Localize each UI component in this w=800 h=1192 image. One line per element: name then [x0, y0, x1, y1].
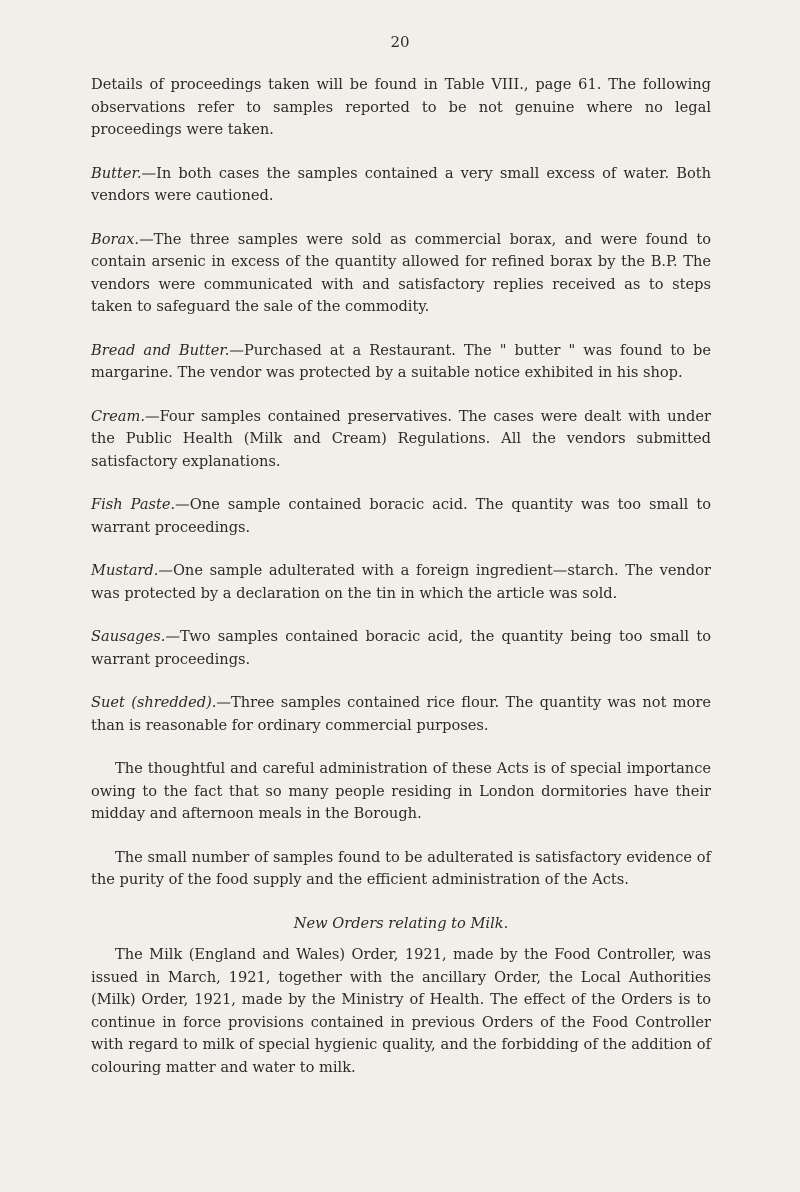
paragraph-text: —Purchased at a Restaurant. The " butter " was found to be margarine. The vendor was protected by a suitable notice exhibited in his shop.: [91, 341, 711, 381]
paragraph-text: —Three samples contained rice flour. The quantity was not more than is reasonable for ordinary commercial purposes.: [91, 694, 711, 734]
paragraph-lead: Butter.: [91, 164, 142, 182]
butter-paragraph: [91, 163, 711, 208]
borax-paragraph: [91, 229, 711, 319]
paragraph-text: —One sample adulterated with a foreign ingredient—starch. The vendor was protected by a declaration on the tin in which the article was sold.: [91, 562, 711, 602]
fish-paste-paragraph: [91, 494, 711, 539]
paragraph-text: —Four samples contained preservatives. The cases were dealt with under the Public Health (Milk and Cream) Regulations. All the vendors submitted satisfactory explanations.: [91, 407, 711, 470]
paragraph-text: Details of proceedings taken will be found in Table VIII., page 61. The following observations refer to samples reported to be not genuine where no legal proceedings were taken.: [91, 76, 711, 138]
cream-paragraph: [91, 406, 711, 474]
paragraph-text: —Two samples contained boracic acid, the quantity being too small to warrant proceedings.: [91, 628, 711, 668]
bread-and-butter-paragraph: [91, 340, 711, 385]
intro-paragraph: [91, 74, 711, 142]
administration-paragraph: The thoughtful and careful administration of these Acts is of special importance owing to the fact that so many people residing in London dormitories have their midday and afternoon meals in the Borough.: [91, 760, 711, 822]
paragraph-lead: Mustard.: [91, 562, 159, 579]
paragraph-lead: Cream.: [91, 407, 145, 425]
page-number: 20: [390, 33, 410, 51]
paragraph-lead: Bread and Butter.: [91, 341, 230, 359]
purity-paragraph: The small number of samples found to be adulterated is satisfactory evidence of the purity of the food supply and the efficient administration of the Acts.: [91, 848, 711, 888]
paragraph-lead: Suet (shredded).: [91, 694, 217, 711]
paragraph-lead: Fish Paste.: [91, 496, 176, 513]
paragraph-lead: Borax.: [91, 230, 140, 248]
paragraph-lead: Sausages.: [91, 628, 166, 645]
document-body: [91, 74, 711, 1100]
suet-paragraph: [91, 692, 711, 737]
mustard-paragraph: [91, 560, 711, 605]
paragraph-text: —The three samples were sold as commercial borax, and were found to contain arsenic in excess of the quantity allowed for refined borax by the B.P. The vendors were communicated with and satisfactory replies received as to steps taken to safeguard the sale of the commodity.: [91, 230, 711, 315]
sausages-paragraph: [91, 626, 711, 671]
milk-orders-paragraph: The Milk (England and Wales) Order, 1921, made by the Food Controller, was issued in March, 1921, together with the ancillary Order, the Local Authorities (Milk) Order, 1921, made by the Ministry of Health. The effect of the Orders is to continue in force provisions contained in previous Orders of the Food Controller with regard to milk of special hygienic quality, and the forbidding of the addition of colouring matter and water to milk.: [91, 946, 711, 1076]
section-heading: New Orders relating to Milk.: [293, 914, 509, 932]
paragraph-text: —One sample contained boracic acid. The quantity was too small to warrant proceedings.: [91, 496, 711, 536]
paragraph-text: —In both cases the samples contained a very small excess of water. Both vendors were cautioned.: [91, 164, 711, 204]
